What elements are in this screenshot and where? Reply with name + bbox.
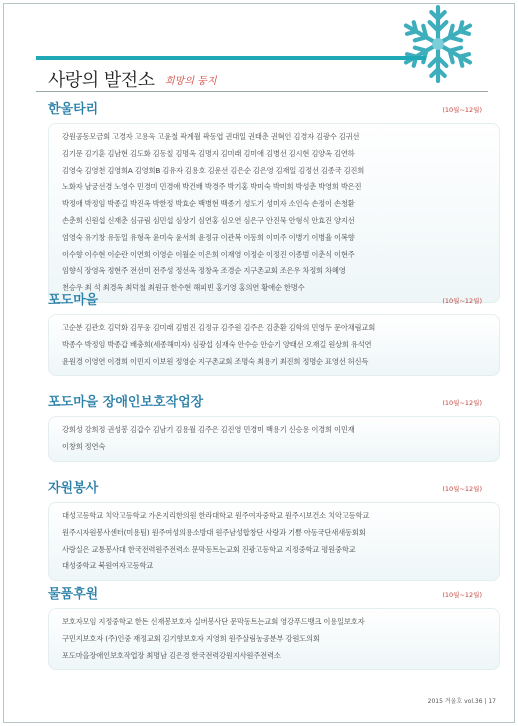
header-divider: [36, 91, 488, 92]
donor-line: 강원공동모금회 고경자 고용욱 고윤철 곽계월 곽동엽 권대일 권태춘 권혁인 김경자 김광수 김귀선: [62, 132, 360, 141]
donor-line: 노화자 남궁선경 노영수 민경미 민경애 박건배 박경주 박기홍 박미숙 박미희 박성춘 박영희 박은진: [62, 182, 362, 192]
section-podo-workshop: [48, 394, 500, 462]
donor-line: 천승우 최 석 최경옥 최덕철 최원규 한수현 해피빈 홍기영 홍의연 황애순 한명수: [62, 283, 305, 293]
page-footer: 2015 겨울호 vol.36 | 17: [427, 698, 496, 705]
donor-list: [48, 314, 500, 376]
donor-line: 임향식 장영옥 정현주 전선미 전주성 정선옥 정창옥 조경순 지구촌교회 조은우 차정희 차혜영: [62, 266, 346, 276]
section-podo-village: [48, 292, 500, 376]
donor-line: 박정애 박정임 박종길 박진옥 박한정 박효순 백병현 백종기 성도기 성미자 소인숙 손정이 손청환: [62, 199, 355, 209]
donor-line: 고순분 김관호 김덕화 김무웅 김미래 김범진 김정규 김주원 김주은 김춘환 김학의 민영두 문아채림교회: [62, 323, 376, 332]
section-title: 한울타리: [48, 102, 99, 117]
donor-line: 강희성 강희정 권성봉 김갑수 김남기 김용월 김주은 김진영 민경미 백용기 신승용 이경희 이민재: [62, 425, 355, 434]
section-title: 포도마을 장애인보호작업장: [48, 395, 204, 410]
section-volunteer: [48, 480, 500, 581]
donor-line: 김영숙 김영천 김영희A 김영희B 김유자 김용호 김운선 김은순 김은영 김재일 김정선 김종국 김진희: [62, 165, 365, 175]
donor-line: 이수향 이수현 이순란 이연희 이영순 이월순 이은희 이재영 이정순 이정진 이종범 이춘식 이현주: [62, 249, 355, 259]
donor-list: [48, 608, 500, 670]
section-goods-donation: [48, 586, 500, 670]
donor-line: 원주시자원봉사센터(미용팀) 원주여성의용소방대 원주남성합창단 사랑과 기쁨 아동국단새새동회회: [62, 527, 366, 537]
snowflake-icon: [396, 2, 480, 86]
donor-list: [48, 123, 500, 303]
section-title: 물품후원: [48, 587, 99, 602]
donor-line: 윤원경 이영연 이경희 이민지 이보원 정영순 지구촌교회 조명숙 최용기 최진희 정명순 표영선 허신득: [62, 356, 369, 366]
section-period: (10월~12월): [442, 399, 482, 407]
section-period: (10월~12월): [442, 485, 482, 493]
donor-line: 김기문 김기훈 김남현 김도화 김동칠 김명옥 김명지 김미래 김미애 김병선 김시현 김양옥 김연하: [62, 148, 355, 158]
page-subtitle: 희망의 둥지: [165, 76, 217, 87]
header-accent-bar: [36, 56, 426, 60]
section-hanultari: [48, 101, 500, 303]
donor-line: 손춘희 신원섭 신재춘 심규림 심민섭 심상기 심연홍 심오연 심은구 안진묵 안형식 안효진 양지선: [62, 215, 355, 225]
donor-line: 보호자모임 지정중학교 한돈 신재봉보호자 실버봉사단 문막동트는교회 영강푸드뱅크 이용일보호자: [62, 617, 365, 626]
donor-line: 이창희 정연숙: [62, 441, 106, 451]
page-title: 사랑의 발전소: [48, 70, 155, 91]
donor-line: 대성중학교 북원여자고등학교: [62, 561, 154, 571]
donor-list: [48, 416, 500, 462]
donor-line: 엄영숙 유기창 유동일 유형옥 윤미숙 윤서희 윤정규 이관복 이동희 이미주 이병기 이병율 이복향: [62, 232, 355, 242]
donor-list: [48, 502, 500, 581]
section-period: (10월~12월): [442, 106, 482, 114]
section-title: 포도마을: [48, 293, 99, 308]
section-title: 자원봉사: [48, 481, 99, 496]
donor-line: 대성고등학교 치악고등학교 가온지리한의원 한라대학교 원주여자중학교 원주시보건소 치악고등학교: [62, 511, 370, 520]
section-period: (10월~12월): [442, 591, 482, 599]
donor-line: 박종수 박정임 박종갑 배충희(세종해미자) 심광섭 심재숙 안수승 안승기 양태선 오재길 원상희 유석연: [62, 339, 372, 349]
donor-line: 구민지보호자 (주)인중 재정교회 김기향보호자 지영희 원주살림농공분부 강원도의회: [62, 633, 320, 643]
donor-line: 포도마을장애인보호작업장 최명남 김은경 한국전력강원지사원주전력소: [62, 650, 281, 660]
section-period: (10월~12월): [442, 297, 482, 305]
donor-line: 사랑실은 교통봉사대 한국전력원주전력소 문막동트는교회 진광고등학교 지정중학교 평원중학교: [62, 544, 356, 554]
